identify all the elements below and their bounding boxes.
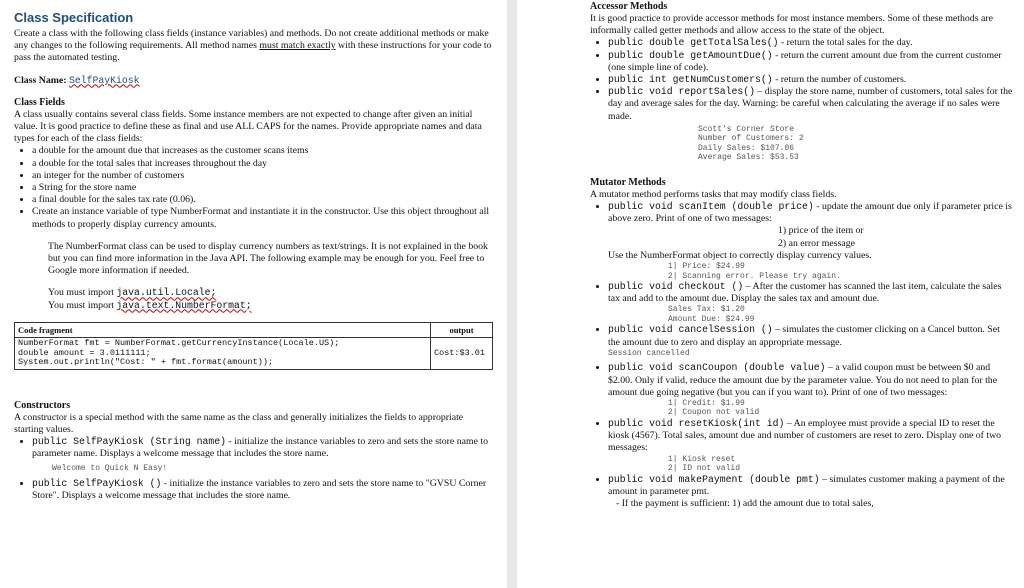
- mutator-paragraph: A mutator method performs tasks that may modify class fields.: [590, 188, 837, 200]
- page-title: Class Specification: [14, 10, 134, 25]
- list-item: • public void checkout () – After the customer has scanned the last item, calculate the sales tax and add to the amount due. Display the sales tax and amount due. Sales Tax: $1.20 Amount Due: $24.99: [608, 281, 1014, 324]
- document-page-left: [0, 0, 507, 588]
- console-output: 1| Price: $24.99 2| Scanning error. Please try again.: [668, 262, 841, 281]
- code-fragment: NumberFormat fmt = NumberFormat.getCurrencyInstance(Locale.US); double amount = 3.0111111; System.out.println("Cost: " + fmt.format(amount));: [15, 338, 431, 370]
- mutator-heading: Mutator Methods: [590, 176, 666, 188]
- import-line: You must import java.text.NumberFormat;: [48, 299, 252, 311]
- console-output: Sales Tax: $1.20 Amount Due: $24.99: [668, 305, 755, 324]
- list-item: • public int getNumCustomers() - return the number of customers.: [608, 74, 1014, 86]
- code-table: [14, 322, 493, 370]
- fields-paragraph: A class usually contains several class fields. Some instance members are not expected to change after given an initial value. It is good practice to define these as final and use ALL CAPS for the names. Provide appropriate names and data types for each of the class fields:: [14, 108, 482, 145]
- list-item: • a double for the total sales that increases throughout the day: [32, 158, 493, 170]
- list-item: • public void makePayment (double pmt) – simulates customer making a payment of the amount in parameter pmt. - If the payment is sufficient: 1) add the amount due to total sales,: [608, 474, 1014, 511]
- list-item: • an integer for the number of customers: [32, 170, 493, 182]
- mutator-list: [590, 201, 1014, 510]
- intro-paragraph: Create a class with the following class fields (instance variables) and methods. Do not create additional methods or make any changes to the following requirements. All method names must match exactly with these instructions for your code to pass the automated testing.: [14, 28, 492, 64]
- list-item: • public void scanCoupon (double value) – a valid coupon must be between $0 and $2.00. Only if valid, reduce the amount due by the parameter value. You do not need to plan for the amount due going negative (but you can if you want to). Print of one of two messages: 1| Credit: $1.99 2| Coupon not valid: [608, 362, 1014, 418]
- numberformat-paragraph: The NumberFormat class can be used to display currency numbers as text/strings. It is not explained in the book but you can find more information in the Java API. The following example may be enough for you. Feel free to Google more information if needed.: [48, 240, 488, 277]
- accessor-heading: Accessor Methods: [590, 1, 668, 12]
- code-output: Cost:$3.01: [431, 338, 493, 370]
- list-item: • public double getTotalSales() - return the total sales for the day.: [608, 37, 1014, 49]
- list-item: • a double for the amount due that increases as the customer scans items: [32, 145, 493, 157]
- list-item: • Create an instance variable of type NumberFormat and instantiate it in the constructor. Use this object throughout all methods to properly display currency amounts.: [32, 206, 493, 230]
- list-item: • a String for the store name: [32, 182, 493, 194]
- fields-heading: Class Fields: [14, 96, 65, 108]
- list-item: • public double getAmountDue() - return the current amount due from the current customer (one simple line of code).: [608, 50, 1014, 74]
- table-header-output: output: [431, 322, 493, 337]
- accessor-list: [590, 37, 1014, 162]
- list-item: • public void scanItem (double price) - update the amount due only if parameter price is above zero. Print of one of two messages: 1) price of the item or 2) an error message Use the NumberFormat object to correctly display currency values. 1| Price: $24.99 2| Scanning error. Please try again.: [608, 201, 1014, 281]
- list-item: • public void cancelSession () – simulates the customer clicking on a Cancel button. Set the amount due to zero and display an appropriate message. Session cancelled: [608, 324, 1014, 358]
- document-page-right: [517, 0, 1024, 588]
- class-name-line: Class Name: SelfPayKiosk: [14, 74, 140, 86]
- fields-list: [14, 145, 493, 230]
- constructors-paragraph: A constructor is a special method with the same name as the class and generally initializes the fields to appropriate starting values.: [14, 411, 464, 435]
- constructors-heading: Constructors: [14, 399, 71, 411]
- list-item: • public void reportSales() – display the store name, number of customers, total sales for the day and average sales for the day. Warning: be careful when calculating the average if no sales were made. Scott's Corner Store Number of Customers: 2 Daily Sales: $107.06 Average Sales: $53.53: [608, 86, 1014, 163]
- list-item: • public void resetKiosk(int id) – An employee must provide a special ID to reset the kiosk (4567). Total sales, amount due and number of customers are reset to zero. Display one of two messages: 1| Kiosk reset 2| ID not valid: [608, 418, 1014, 474]
- table-header-code: Code fragment: [15, 322, 431, 337]
- list-item: • public SelfPayKiosk () - initialize the instance variables to zero and sets the store name to "GVSU Corner Store". Displays a welcome message that includes the store name.: [32, 478, 493, 502]
- console-output: 1| Credit: $1.99 2| Coupon not valid: [668, 398, 760, 418]
- constructor-list: [14, 436, 493, 502]
- list-item: • public SelfPayKiosk (String name) - initialize the instance variables to zero and sets the store name to parameter name. Displays a welcome message that includes the store name. Welcome to Quick N Easy!: [32, 436, 493, 474]
- list-item: • a final double for the sales tax rate (0.06).: [32, 194, 493, 206]
- import-line: You must import java.util.Locale;: [48, 287, 217, 299]
- console-output: Session cancelled: [608, 348, 690, 358]
- console-output: Scott's Corner Store Number of Customers: 2 Daily Sales: $107.06 Average Sales: $53.53: [698, 124, 804, 163]
- console-output: 1| Kiosk reset 2| ID not valid: [668, 454, 741, 474]
- accessor-paragraph: It is good practice to provide accessor methods for most instance members. Some of these methods are informally called getter methods and allow access to the state of the object.: [590, 13, 993, 37]
